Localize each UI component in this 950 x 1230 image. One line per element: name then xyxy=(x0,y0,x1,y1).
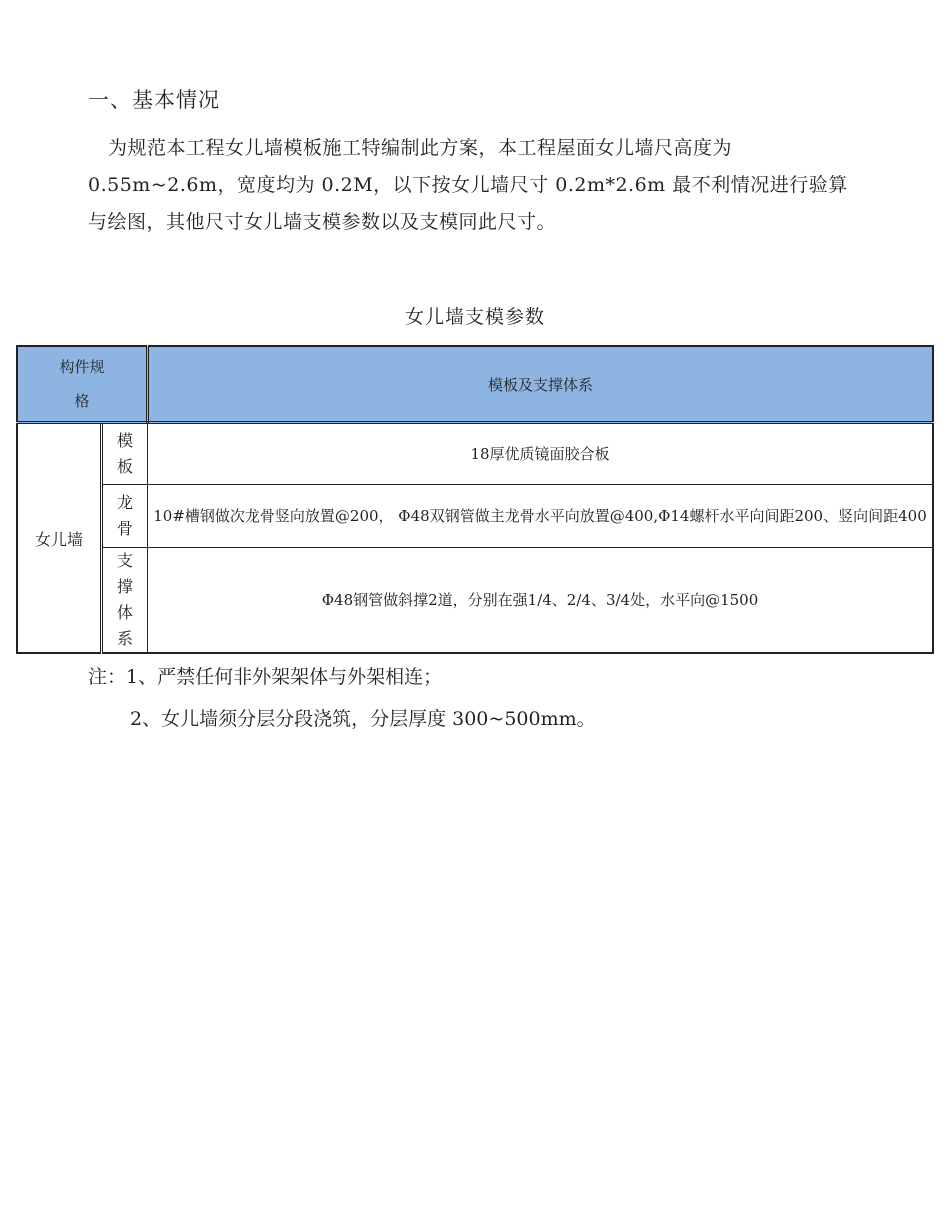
sub-label-char: 板 xyxy=(116,457,133,476)
sub-label-char: 骨 xyxy=(116,519,133,538)
table-header-row xyxy=(17,346,933,423)
sub-label-cell xyxy=(102,423,148,485)
section-heading: 一、基本情况 xyxy=(88,88,220,112)
paragraph-line: 为规范本工程女儿墙模板施工特编制此方案，本工程屋面女儿墙尺高度为 xyxy=(108,137,733,159)
sub-label-char: 撑 xyxy=(116,577,133,596)
table-row xyxy=(17,548,933,654)
sub-label-char: 模 xyxy=(116,431,133,450)
group-label-cell: 女儿墙 xyxy=(17,423,102,654)
sub-label-cell xyxy=(102,485,148,548)
parameter-table xyxy=(16,345,934,654)
sub-label-char: 支 xyxy=(116,551,133,570)
sub-label-cell xyxy=(102,548,148,654)
table-row xyxy=(17,423,933,485)
table-title: 女儿墙支模参数 xyxy=(404,306,545,328)
header-label-line: 构件规 xyxy=(59,358,105,376)
header-cell-system: 模板及支撑体系 xyxy=(148,346,934,423)
content-cell: Φ48钢管做斜撑2道，分别在强1/4、2/4、3/4处，水平向@1500 xyxy=(148,548,934,654)
header-label-line: 格 xyxy=(74,392,90,410)
sub-label-char: 体 xyxy=(116,603,133,622)
note-line: 2、女儿墙须分层分段浇筑，分层厚度 300~500mm。 xyxy=(130,708,596,730)
note-line: 注：1、严禁任何非外架架体与外架相连； xyxy=(88,666,443,688)
content-cell: 10#槽钢做次龙骨竖向放置@200， Φ48双钢管做主龙骨水平向放置@400,Φ14螺杆水平向间距200、竖向间距400 xyxy=(148,485,934,548)
content-cell: 18厚优质镜面胶合板 xyxy=(148,423,934,485)
paragraph-line: 与绘图，其他尺寸女儿墙支模参数以及支模同此尺寸。 xyxy=(88,211,557,233)
paragraph-line: 0.55m~2.6m，宽度均为 0.2M，以下按女儿墙尺寸 0.2m*2.6m 最不利情况进行验算 xyxy=(88,174,848,196)
notes-block xyxy=(88,656,596,740)
table-row xyxy=(17,485,933,548)
header-cell-component xyxy=(17,346,148,423)
intro-paragraph xyxy=(88,130,868,241)
sub-label-char: 系 xyxy=(116,629,133,648)
sub-label-char: 龙 xyxy=(116,493,133,512)
